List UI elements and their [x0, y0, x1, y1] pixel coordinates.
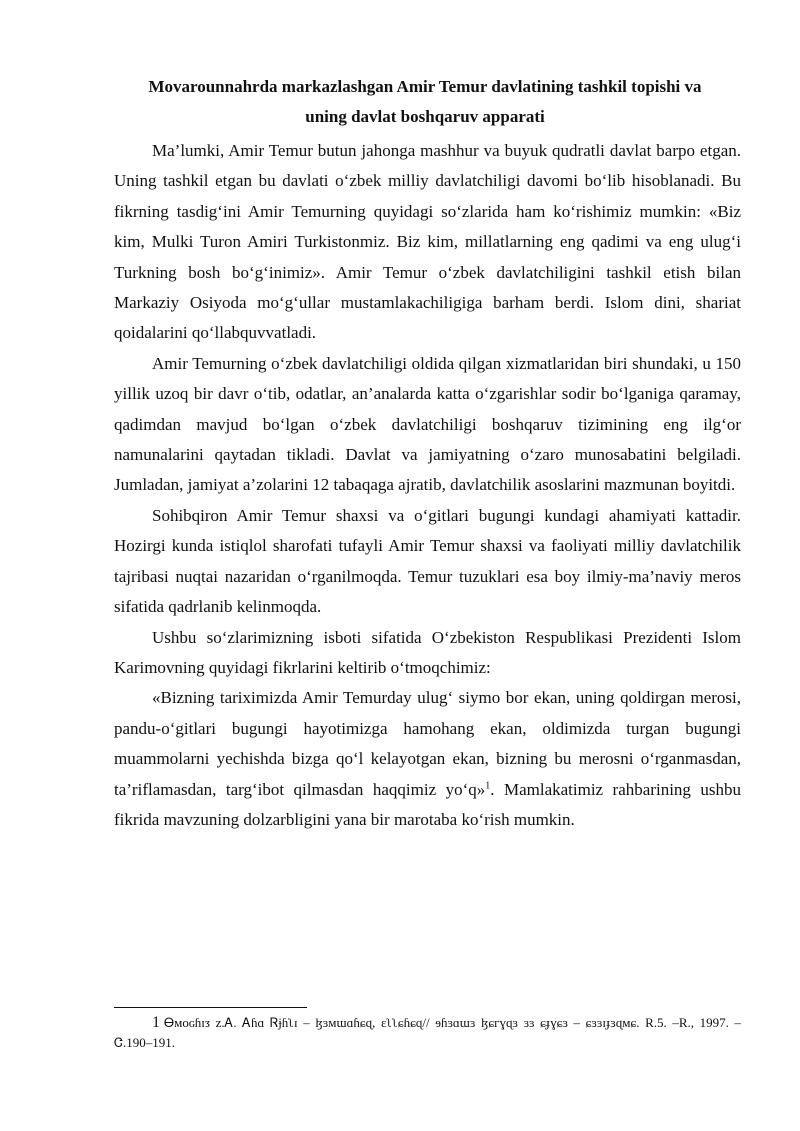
paragraph-2: Amir Temurning o‘zbek davlatchiligi oldida qilgan xizmatlaridan biri shundaki, u 150 yillik uzoq bir davr o‘tib, odatlar, an’analarda katta o‘zgarishlar sodir bo‘lganiga qaramay, qadimdan mavjud bo‘lgan o‘zbek davlatchiligi boshqaruv tizimining eng ilg‘or namunalarini qaytadan tikladi. Davlat va jamiyatning o‘zaro munosabatini belgiladi. Jumladan, jamiyat a’zolarini 12 tabaqaga ajratib, davlatchilik asoslarini mazmunan boyitdi.: [114, 353, 741, 495]
title-line-2: uning davlat boshqaruv apparati: [305, 107, 545, 126]
page-title: [105, 72, 745, 132]
title-line-1: Movarounnahrda markazlashgan Amir Temur davlatining tashkil topishi va: [148, 77, 702, 96]
footnote-marker: 1: [485, 779, 491, 791]
footnote-divider: [114, 1007, 307, 1008]
paragraph-5-quote: [114, 683, 741, 835]
paragraph-1: Ma’lumki, Amir Temur butun jahonga mashhur va buyuk qudratli davlat barpo etgan. Uning tashkil etgan bu davlati o‘zbek milliy davlatchiligi davomi bo‘lib hisoblanadi. Bu fikrning tasdig‘ini Amir Temurning quyidagi so‘zlarida ham ko‘rishimiz mumkin: «Biz kim, Mulki Turon Amiri Turkistonmiz. Biz kim, millatlarning eng qadimi va eng ulug‘i Turkning bosh bo‘g‘inimiz». Amir Temur o‘zbek davlatchiligini tashkil etish bilan Markaziy Osiyoda mo‘g‘ullar mustamlakachiligiga barham berdi. Islom dini, shariat qoidalarini qo‘llabquvvatladi.: [114, 141, 741, 343]
body-text: [114, 136, 741, 835]
quote-tail: . Mamlakatimiz rahbarining ushbu fikrida mavzuning dolzarbligini yana bir marotaba ko‘rish mumkin.: [114, 779, 741, 829]
quote-text: «Bizning tariximizda Amir Temurday ulug‘ siymo bor ekan, uning qoldirgan merosi, pandu-o‘gitlari bugungi hayotimizga hamohang ekan, oldimizda turgan bugungi muammolarni yechishda bizga qo‘l kelayotgan ekan, bizning bu merosni o‘rganmasdan, ta’riflamasdan, targ‘ibot qilmasdan haqqimiz yo‘q»: [114, 688, 741, 799]
paragraph-4: Ushbu so‘zlarimizning isboti sifatida O‘zbekiston Respublikasi Prezidenti Islom Karimovning quyidagi fikrlarini keltirib o‘tmoqchimiz:: [114, 627, 741, 677]
paragraph-3: Sohibqiron Amir Temur shaxsi va o‘gitlari bugungi kundagi ahamiyati kattadir. Hozirgi kunda istiqlol sharofati tufayli Amir Temur shaxsi va faoliyati milliy davlatchilik tajribasi nuqtai nazaridan o‘rganilmoqda. Temur tuzuklari esa boy ilmiy-ma’naviy meros sifatida qadrlanib kelinmoqda.: [114, 505, 741, 617]
footnote-text: Ꮎᴍᴏɢɦɪᴣ ᴢ.Ꭺ. Ꭺɦɑ Ꮢɉɦʅɪ – ɮɜᴍɯɑɦɕɋ, ɛʅʅɕɦɕɋ// ɘɦɜɑɯɜ ɮɕᴦɣɋɜ ɜɜ ɕɟɣɕɜ – ɕɜɜɪɟɜɋᴍɕ. R.5. –R., 1997. –Ꮳ.190–191.: [114, 1015, 741, 1050]
footnote-number: 1: [152, 1014, 160, 1031]
footnote: [114, 1013, 741, 1053]
